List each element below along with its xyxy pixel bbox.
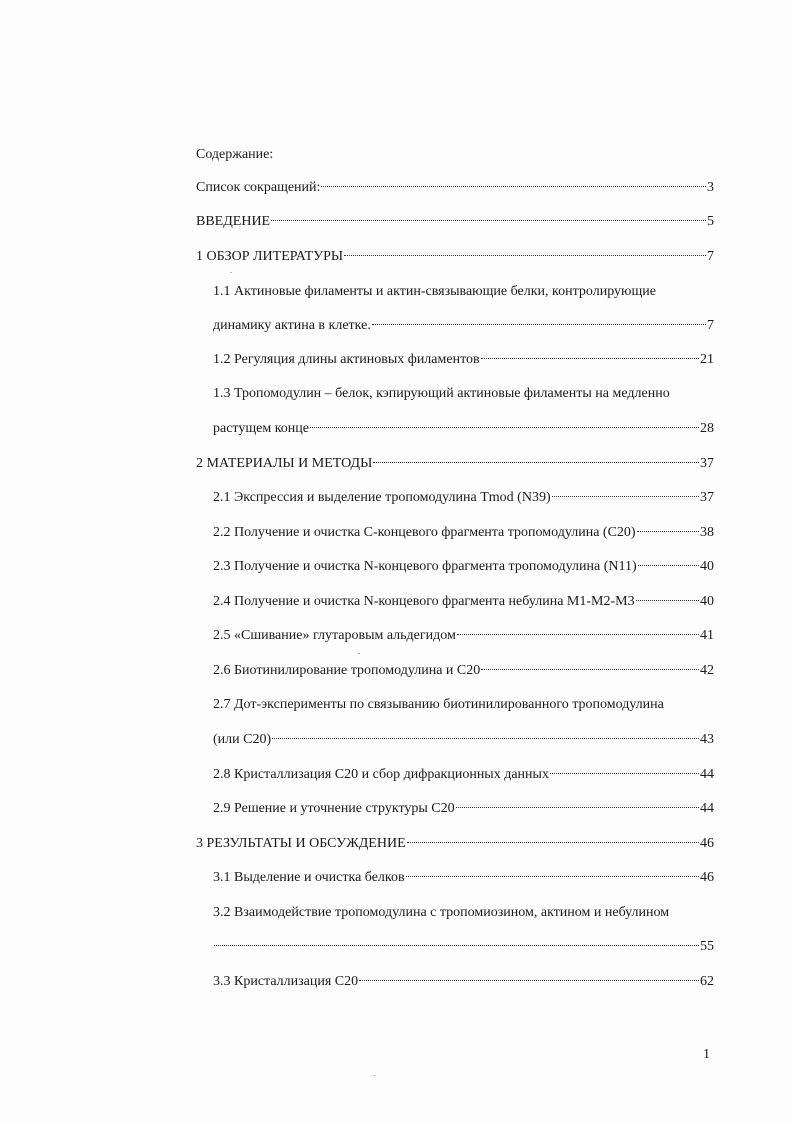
toc-leader-dots (552, 496, 699, 497)
toc-leader-dots (310, 427, 699, 428)
toc-entry-page: 37 (700, 456, 714, 471)
toc-leader-dots (406, 876, 699, 877)
toc-entry (213, 420, 714, 438)
toc-entry (213, 800, 714, 818)
toc-leader-dots (214, 945, 699, 946)
toc-leader-dots (344, 255, 706, 256)
toc-heading: Содержание: (196, 147, 274, 162)
toc-entry (213, 766, 714, 784)
toc-entry-page: 44 (700, 767, 714, 782)
toc-entry-text: 1.3 Тропомодулин – белок, кэпирующий актиновые филаменты на медленно (213, 386, 670, 401)
toc-leader-dots (271, 220, 706, 221)
toc-entry (213, 317, 714, 335)
toc-entry (213, 869, 714, 887)
toc-entry-page: 62 (700, 974, 714, 989)
toc-entry-text: 2.5 «Сшивание» глутаровым альдегидом (213, 628, 456, 643)
toc-entry-page: 7 (707, 318, 714, 333)
toc-entry-page: 5 (707, 214, 714, 229)
toc-entry-text: 2.6 Биотинилирование тропомодулина и С20 (213, 663, 481, 678)
toc-entry-page: 3 (707, 180, 714, 195)
toc-entry-text: ВВЕДЕНИЕ (196, 214, 271, 229)
toc-leader-dots (457, 634, 699, 635)
toc-entry (213, 627, 714, 645)
toc-entry-page: 42 (700, 663, 714, 678)
toc-entry-text: 2 МАТЕРИАЛЫ И МЕТОДЫ (196, 456, 373, 471)
toc-entry (196, 835, 714, 853)
scan-speck (230, 272, 232, 273)
toc-entry-text: 3.1 Выделение и очистка белков (213, 870, 405, 885)
toc-entry-page: 21 (700, 352, 714, 367)
toc-entry (213, 351, 714, 369)
toc-leader-dots (373, 462, 699, 463)
toc-entry (213, 938, 714, 956)
toc-leader-dots (636, 600, 699, 601)
toc-entry-page: 7 (707, 249, 714, 264)
toc-entry-page: 40 (700, 594, 714, 609)
toc-entry (213, 973, 714, 991)
toc-entry-page: 37 (700, 490, 714, 505)
toc-entry-text: 2.1 Экспрессия и выделение тропомодулина Tmod (N39) (213, 490, 551, 505)
toc-entry (196, 179, 714, 197)
toc-entry-text: 3.2 Взаимодействие тропомодулина с тропомиозином, актином и небулином (213, 905, 670, 920)
scan-speck (373, 1075, 375, 1076)
toc-entry (213, 558, 714, 576)
toc-entry-page: 43 (700, 732, 714, 747)
toc-entry-continuation: динамику актина в клетке. (213, 318, 371, 333)
toc-entry-text: 2.9 Решение и уточнение структуры С20 (213, 801, 455, 816)
toc-entry-continuation: (или С20) (213, 732, 272, 747)
toc-entry-text: 2.7 Дот-эксперименты по связыванию биотинилированного тропомодулина (213, 697, 664, 712)
toc-entry-continuation: растущем конце (213, 421, 310, 436)
toc-entry-text: 2.2 Получение и очистка С-концевого фрагмента тропомодулина (С20) (213, 525, 636, 540)
toc-entry-page: 38 (700, 525, 714, 540)
page-number: 1 (703, 1047, 710, 1062)
toc-entry-page: 41 (700, 628, 714, 643)
toc-entry (213, 524, 714, 542)
toc-entry-text: 3.3 Кристаллизация С20 (213, 974, 359, 989)
toc-leader-dots (481, 358, 699, 359)
toc-leader-dots (372, 324, 706, 325)
toc-leader-dots (272, 738, 699, 739)
toc-entry (196, 248, 714, 266)
toc-leader-dots (407, 842, 699, 843)
toc-entry (213, 731, 714, 749)
scan-speck (358, 653, 360, 654)
toc-entry-text: Список сокращений: (196, 180, 321, 195)
toc-entry-page: 28 (700, 421, 714, 436)
toc-entry (196, 455, 714, 473)
toc-entry-page: 40 (700, 559, 714, 574)
toc-entry-text: 1.1 Актиновые филаменты и актин-связывающие белки, контролирующие (213, 284, 656, 299)
toc-leader-dots (481, 669, 699, 670)
toc-entry-page: 46 (700, 836, 714, 851)
toc-entry-text: 2.4 Получение и очистка N-концевого фрагмента небулина M1-M2-M3 (213, 594, 635, 609)
toc-leader-dots (321, 186, 706, 187)
toc-entry-page: 55 (700, 939, 714, 954)
toc-leader-dots (638, 565, 699, 566)
toc-entry-text: 3 РЕЗУЛЬТАТЫ И ОБСУЖДЕНИЕ (196, 836, 406, 851)
toc-entry (213, 593, 714, 611)
toc-entry-page: 46 (700, 870, 714, 885)
toc-leader-dots (637, 531, 699, 532)
toc-leader-dots (359, 980, 699, 981)
toc-entry-text: 1.2 Регуляция длины актиновых филаментов (213, 352, 480, 367)
toc-entry-text: 2.8 Кристаллизация С20 и сбор дифракционных данных (213, 767, 549, 782)
toc-entry-text: 2.3 Получение и очистка N-концевого фрагмента тропомодулина (N11) (213, 559, 637, 574)
toc-entry-page: 44 (700, 801, 714, 816)
toc-entry (196, 213, 714, 231)
toc-leader-dots (456, 807, 699, 808)
toc-entry-text: 1 ОБЗОР ЛИТЕРАТУРЫ (196, 249, 344, 264)
toc-leader-dots (550, 773, 699, 774)
toc-entry (213, 662, 714, 680)
toc-entry (213, 489, 714, 507)
